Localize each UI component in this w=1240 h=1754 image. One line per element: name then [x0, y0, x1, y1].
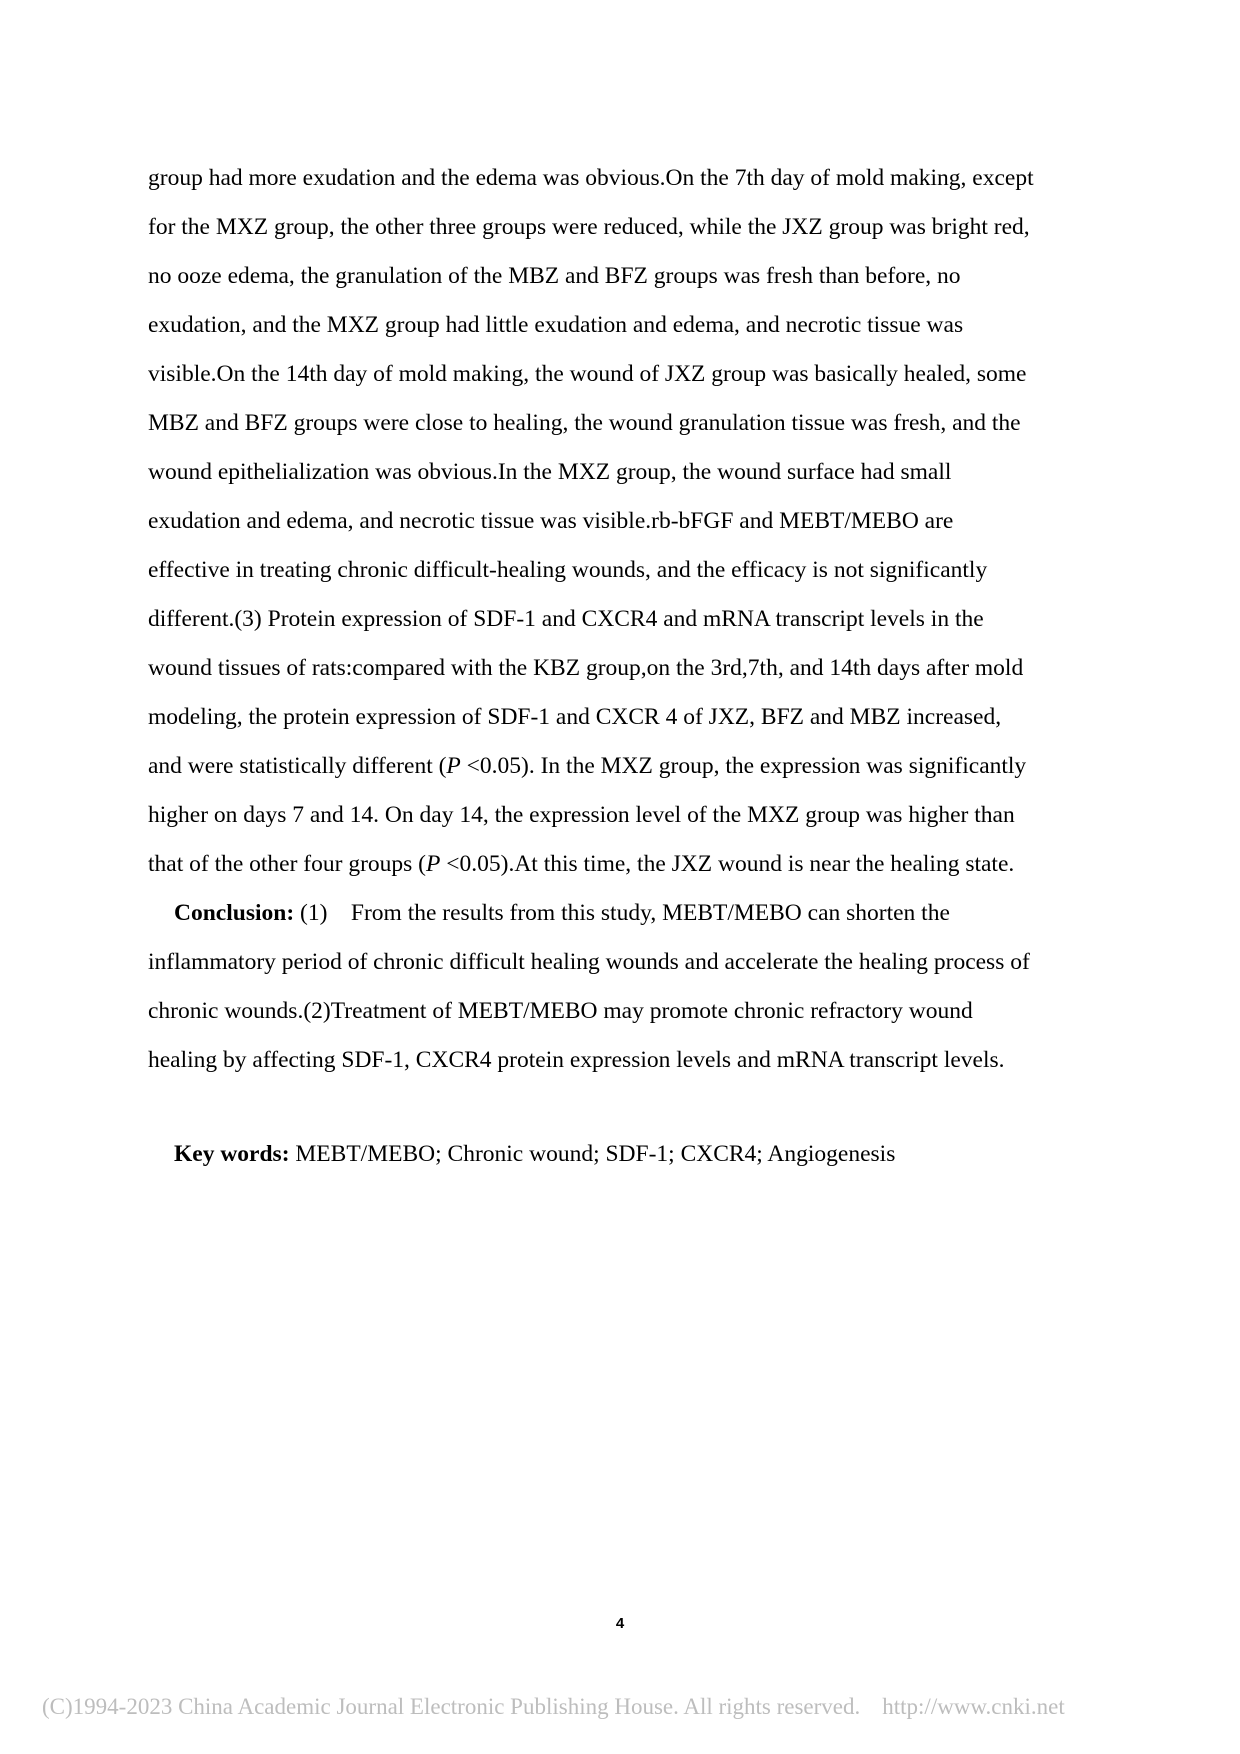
conclusion-first-line	[148, 889, 1098, 938]
text-segment: <0.05). In the MXZ group, the expression was significantly	[460, 753, 1027, 779]
footer-url-link[interactable]: http://www.cnki.net	[882, 1694, 1065, 1719]
copyright-footer	[42, 1694, 1065, 1720]
body-line: effective in treating chronic difficult-healing wounds, and the efficacy is not significantly	[148, 557, 988, 583]
keywords-text: MEBT/MEBO; Chronic wound; SDF-1; CXCR4; Angiogenesis	[289, 1141, 896, 1167]
body-line: wound tissues of rats:compared with the KBZ group,on the 3rd,7th, and 14th days after mold	[148, 655, 1024, 681]
body-line: group had more exudation and the edema was obvious.On the 7th day of mold making, except	[148, 165, 1034, 191]
text-segment: <0.05).At this time, the JXZ wound is near the healing state.	[440, 851, 1015, 877]
keywords-line	[174, 1130, 895, 1179]
conclusion-label: Conclusion:	[174, 900, 295, 926]
copyright-text: (C)1994-2023 China Academic Journal Electronic Publishing House. All rights reserved.	[42, 1694, 861, 1719]
body-line: exudation, and the MXZ group had little exudation and edema, and necrotic tissue was	[148, 312, 964, 338]
results-paragraph	[148, 154, 1098, 1085]
conclusion-line: inflammatory period of chronic difficult healing wounds and accelerate the healing process of	[148, 949, 1030, 975]
body-line: wound epithelialization was obvious.In the MXZ group, the wound surface had small	[148, 459, 952, 485]
body-line: MBZ and BFZ groups were close to healing, the wound granulation tissue was fresh, and the	[148, 410, 1021, 436]
conclusion-line: chronic wounds.(2)Treatment of MEBT/MEBO may promote chronic refractory wound	[148, 998, 973, 1024]
body-line: for the MXZ group, the other three groups were reduced, while the JXZ group was bright red,	[148, 214, 1030, 240]
keywords-label: Key words:	[174, 1141, 290, 1167]
body-line: modeling, the protein expression of SDF-1 and CXCR 4 of JXZ, BFZ and MBZ increased,	[148, 704, 1002, 730]
body-line: higher on days 7 and 14. On day 14, the expression level of the MXZ group was higher than	[148, 802, 1015, 828]
text-segment: that of the other four groups (	[148, 851, 427, 877]
conclusion-text: (1) From the results from this study, MEBT/MEBO can shorten the	[294, 900, 950, 926]
body-line: different.(3) Protein expression of SDF-1 and CXCR4 and mRNA transcript levels in the	[148, 606, 984, 632]
conclusion-line: healing by affecting SDF-1, CXCR4 protein expression levels and mRNA transcript levels.	[148, 1047, 1005, 1073]
body-line: exudation and edema, and necrotic tissue was visible.rb-bFGF and MEBT/MEBO are	[148, 508, 954, 534]
body-line-p-value-2	[148, 840, 1098, 889]
text-segment: and were statistically different (	[148, 753, 447, 779]
p-symbol: P	[426, 851, 441, 877]
body-line-p-value-1	[148, 742, 1098, 791]
p-symbol: P	[446, 753, 461, 779]
body-line: no ooze edema, the granulation of the MBZ and BFZ groups was fresh than before, no	[148, 263, 961, 289]
page-number: 4	[615, 1615, 625, 1632]
body-line: visible.On the 14th day of mold making, the wound of JXZ group was basically healed, some	[148, 361, 1027, 387]
